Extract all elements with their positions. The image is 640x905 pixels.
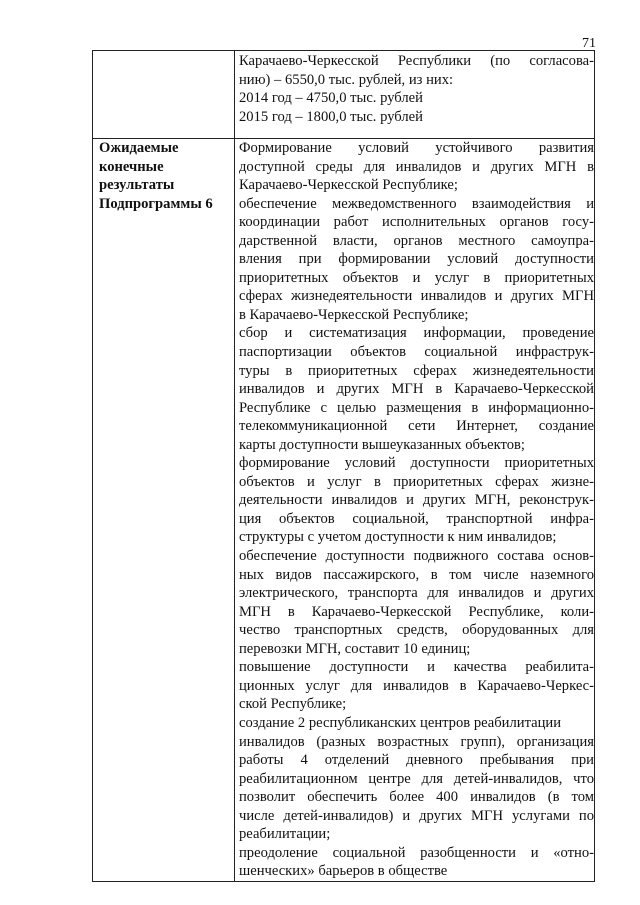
text-line: дарственной власти, органов местного самоупра- xyxy=(239,232,594,249)
text-line: деятельности инвалидов и других МГН, реконструк- xyxy=(239,492,594,509)
table-row xyxy=(93,51,595,139)
heading-line: результаты xyxy=(99,177,175,194)
text-line: реабилитационном центре для детей-инвалидов, что xyxy=(239,770,594,787)
text-line: электрического, транспорта для инвалидов и других xyxy=(239,585,594,602)
text-line: обеспечение доступности подвижного состава основ- xyxy=(239,548,594,565)
passport-table xyxy=(92,50,595,882)
text-line: сбор и систематизация информации, проведение xyxy=(239,325,594,342)
row-heading-cell xyxy=(93,51,235,139)
text-line: числе детей-инвалидов) и других МГН услугами по xyxy=(239,807,594,824)
text-line: работы 4 отделений дневного пребывания при xyxy=(239,752,594,769)
text-line: нию) – 6550,0 тыс. рублей, из них: xyxy=(239,71,454,88)
row-heading-cell xyxy=(93,139,235,882)
text-line: инвалидов (разных возрастных групп), организация xyxy=(239,733,594,750)
text-line: повышение доступности и качества реабилита- xyxy=(239,659,594,676)
text-line: туры в приоритетных сферах жизнедеятельности xyxy=(239,362,594,379)
text-line: Формирование условий устойчивого развития xyxy=(239,140,594,156)
text-line: Карачаево-Черкесской Республики (по согласова- xyxy=(239,53,594,69)
heading-line: конечные xyxy=(99,158,164,175)
text-line: формирование условий доступности приоритетных xyxy=(239,455,594,472)
text-line: реабилитации; xyxy=(239,826,331,843)
text-line: телекоммуникационной сети Интернет, создание xyxy=(239,418,594,435)
text-line: карты доступности вышеуказанных объектов; xyxy=(239,436,525,453)
text-line: доступной среды для инвалидов и других МГН в xyxy=(239,158,594,175)
text-line: Республике с целью размещения в информационно- xyxy=(239,399,594,416)
text-line: в Карачаево-Черкесской Республике; xyxy=(239,306,469,323)
text-line: сферах жизнедеятельности инвалидов и других МГН xyxy=(239,288,594,305)
heading-line: Подпрограммы 6 xyxy=(99,195,213,212)
text-line: структуры с учетом доступности к ним инвалидов; xyxy=(239,529,557,546)
text-line: ция объектов социальной, транспортной инфра- xyxy=(239,510,594,527)
text-line: ской Республике; xyxy=(239,696,347,713)
text-line: обеспечение межведомственного взаимодействия и xyxy=(239,195,594,212)
row-content-cell xyxy=(235,51,595,139)
heading-line: Ожидаемые xyxy=(99,140,179,156)
text-line: 2014 год – 4750,0 тыс. рублей xyxy=(239,90,423,107)
table-row xyxy=(93,139,595,882)
text-line: объектов и услуг в приоритетных сферах жизне- xyxy=(239,473,594,490)
text-line: ных видов пассажирского, в том числе наземного xyxy=(239,566,594,583)
text-line: 2015 год – 1800,0 тыс. рублей xyxy=(239,108,423,125)
text-line: паспортизации объектов социальной инфраструк- xyxy=(239,344,594,361)
page-number: 71 xyxy=(582,36,596,51)
text-line: перевозки МГН, составит 10 единиц; xyxy=(239,640,471,657)
text-line: ционных услуг для инвалидов в Карачаево-Черкес- xyxy=(239,677,594,694)
text-line: вления при формировании условий доступности xyxy=(239,251,594,268)
text-line: преодоление социальной разобщенности и «отно- xyxy=(239,844,594,861)
text-line: инвалидов и других МГН в Карачаево-Черкесской xyxy=(239,381,594,398)
text-line: чество транспортных средств, оборудованных для xyxy=(239,622,594,639)
text-line: создание 2 республиканских центров реабилитации xyxy=(239,714,562,731)
text-line: позволит обеспечить более 400 инвалидов (в том xyxy=(239,789,594,806)
text-line: шенческих» барьеров в обществе xyxy=(239,863,448,880)
text-line: Карачаево-Черкесской Республике; xyxy=(239,177,458,194)
text-line: координации работ исполнительных органов госу- xyxy=(239,214,594,231)
row-content-cell xyxy=(235,139,595,882)
text-line: МГН в Карачаево-Черкесской Республике, коли- xyxy=(239,603,594,620)
text-line: приоритетных объектов и услуг в приоритетных xyxy=(239,269,594,286)
